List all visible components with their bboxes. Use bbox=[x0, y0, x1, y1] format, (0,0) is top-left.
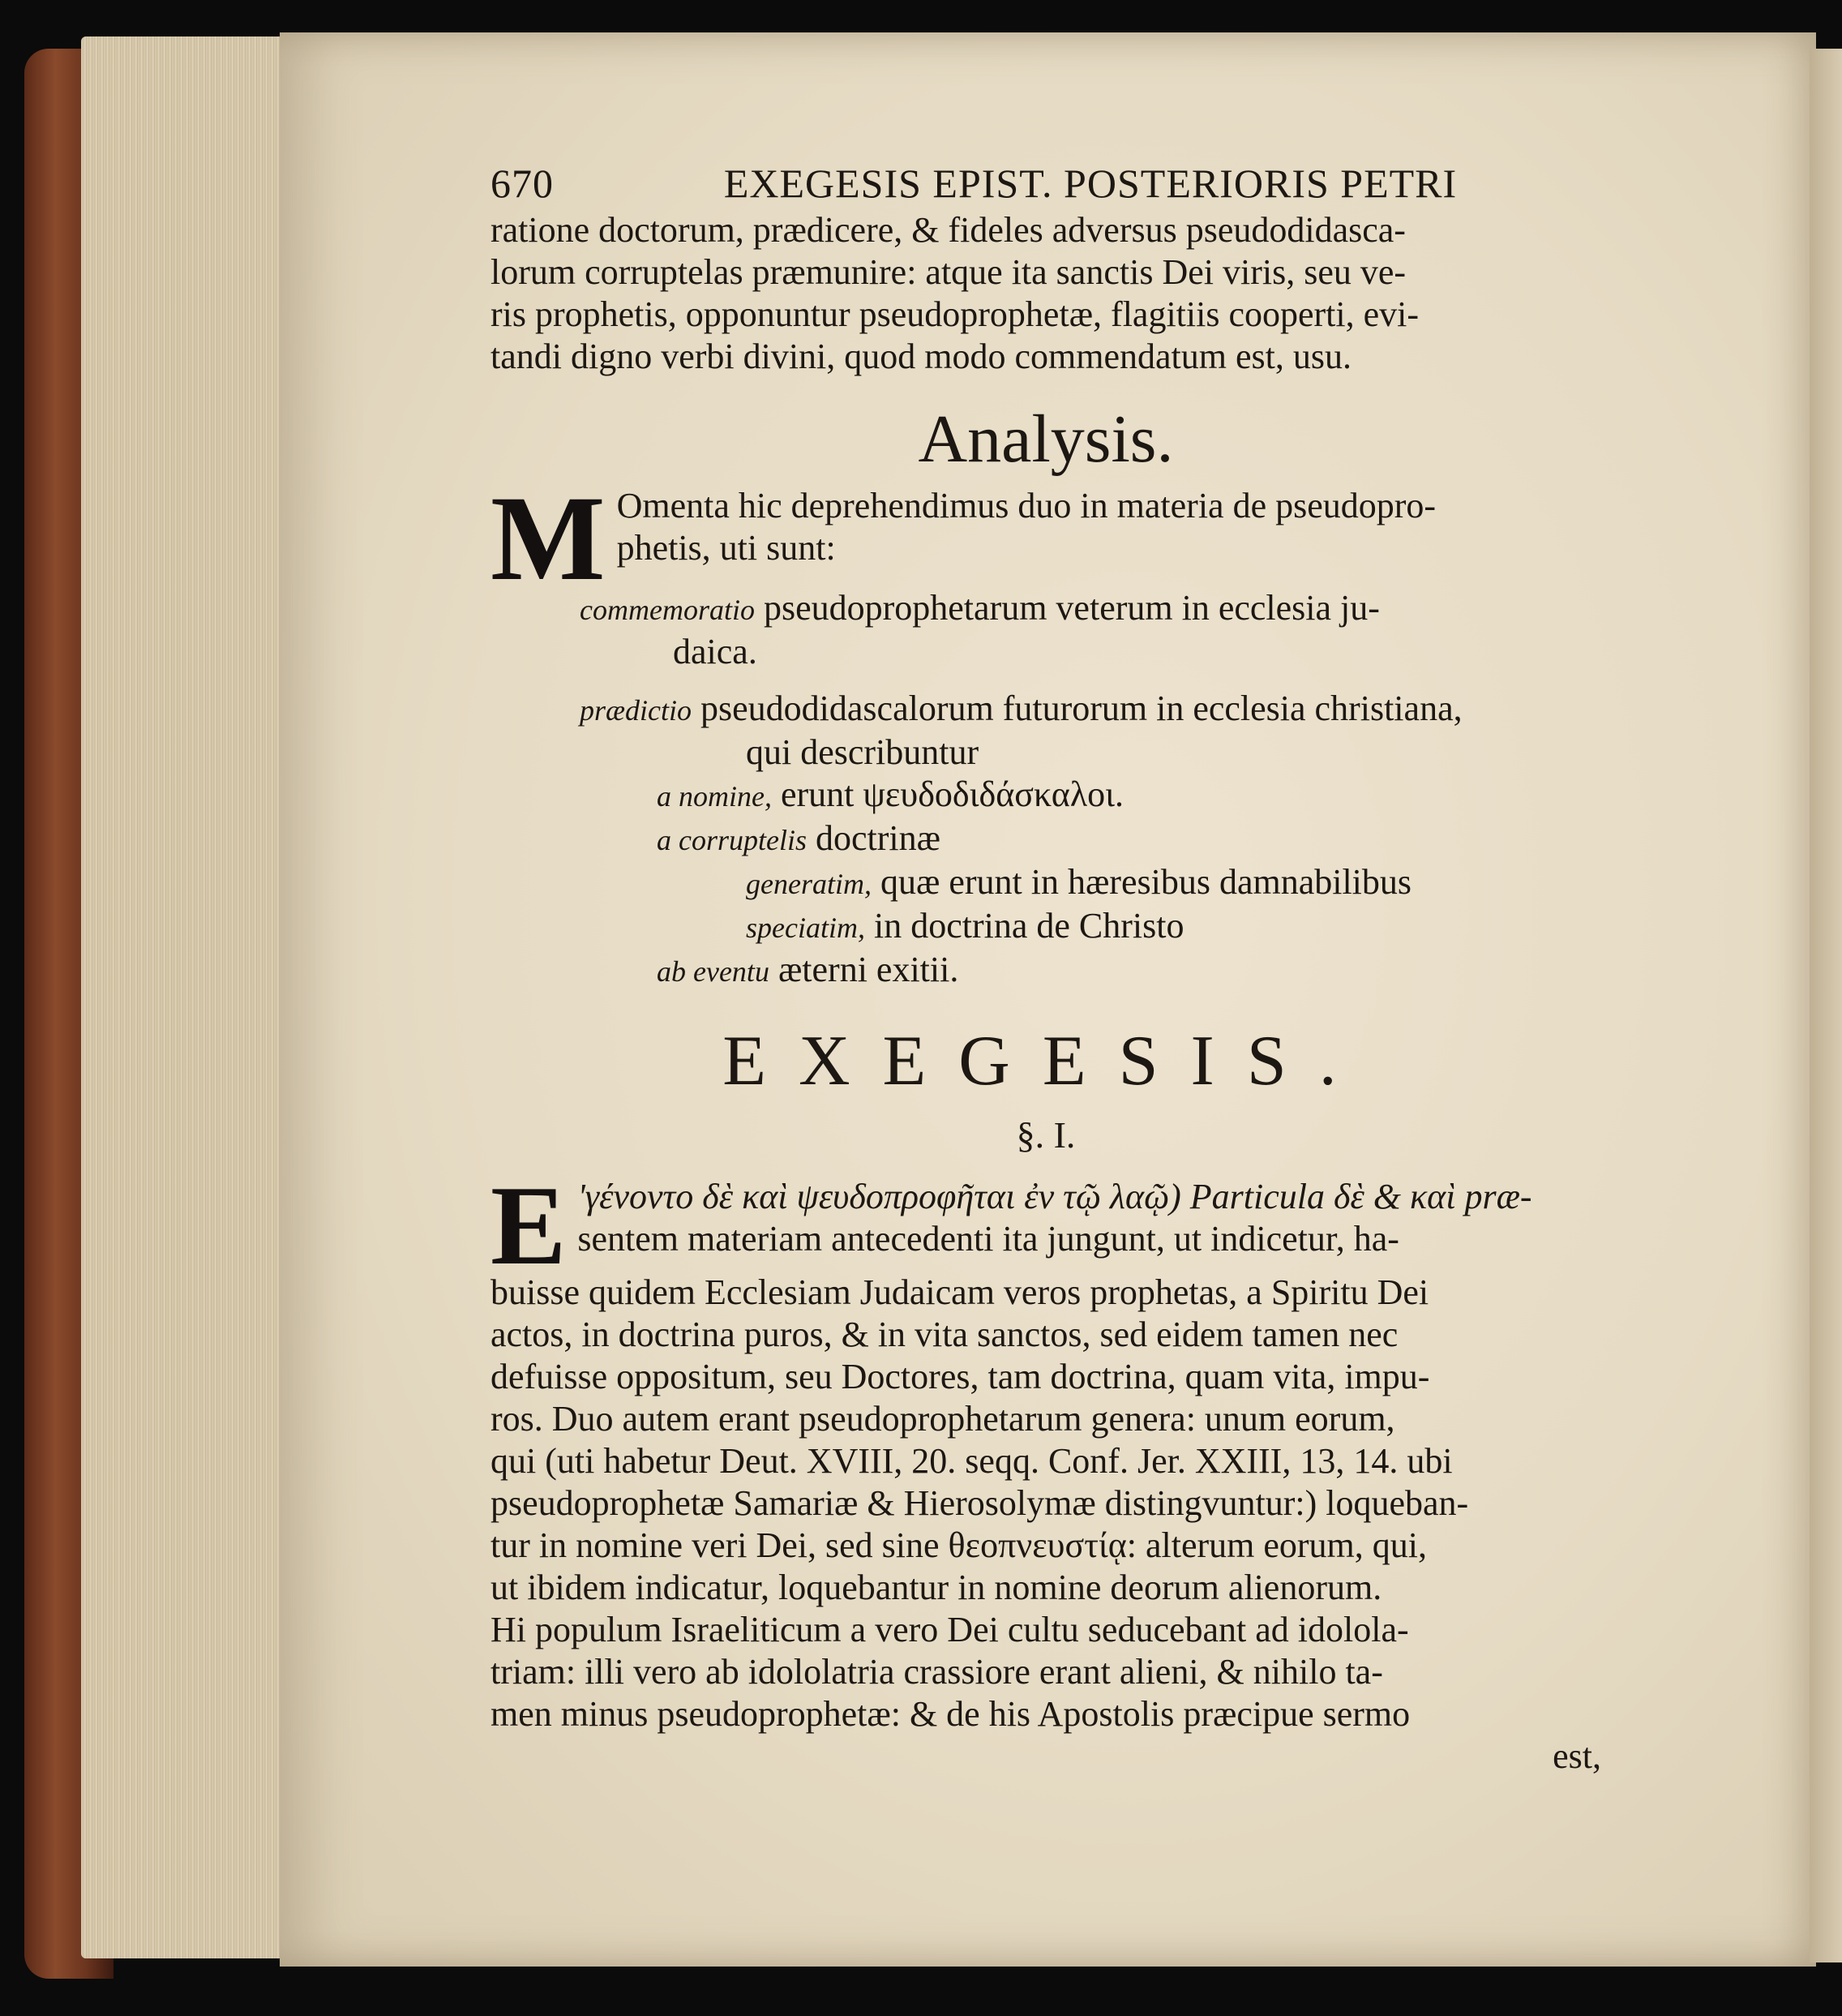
section-mark: §. I. bbox=[1016, 1114, 1076, 1156]
outline-label: commemoratio bbox=[580, 594, 755, 626]
text-line: sentem materiam antecedenti ita jungunt, ut indicetur, ha- bbox=[577, 1219, 1399, 1259]
text-line: triam: illi vero ab idololatria crassiore erant alieni, & nihilo ta- bbox=[490, 1652, 1383, 1692]
outline-text: pseudodidascalorum futurorum in ecclesia christiana, bbox=[700, 688, 1463, 728]
text-line: Omenta hic deprehendimus duo in materia de pseudopro- bbox=[616, 486, 1437, 525]
outline-subsubitem bbox=[746, 905, 1601, 949]
outline-label: generatim, bbox=[746, 868, 872, 900]
running-title: EXEGESIS EPIST. POSTERIORIS PETRI bbox=[723, 161, 1458, 206]
exegesis-heading: EXEGESIS. bbox=[722, 1022, 1369, 1100]
outline-continuation: daica. bbox=[673, 632, 757, 671]
outline-subitem bbox=[657, 774, 1601, 817]
outline-text: pseudoprophetarum veterum in ecclesia ju- bbox=[763, 588, 1380, 628]
text-line: ros. Duo autem erant pseudoprophetarum genera: unum eorum, bbox=[490, 1399, 1395, 1439]
text-line: defuisse oppositum, seu Doctores, tam doctrina, quam vita, impu- bbox=[490, 1357, 1430, 1396]
drop-cap: E bbox=[490, 1163, 567, 1289]
outline-subsubitem bbox=[746, 861, 1601, 905]
analysis-outline bbox=[580, 587, 1601, 993]
outline-label: speciatim, bbox=[746, 911, 865, 944]
outline-subitem bbox=[657, 817, 1601, 861]
outline-label: a nomine, bbox=[657, 780, 772, 813]
outline-label: ab eventu bbox=[657, 955, 769, 988]
page-text bbox=[490, 162, 1601, 1778]
outline-text: quæ erunt in hæresibus damnabilibus bbox=[880, 862, 1412, 902]
catchword: est, bbox=[1553, 1736, 1601, 1776]
outline-label: prædictio bbox=[580, 694, 692, 727]
text-line: qui (uti habetur Deut. XVIII, 20. seqq. Conf. Jer. XXIII, 13, 14. ubi bbox=[490, 1441, 1453, 1481]
outline-text: doctrinæ bbox=[816, 818, 940, 858]
text-line: pseudoprophetæ Samariæ & Hierosolymæ distingvuntur:) loqueban- bbox=[490, 1483, 1469, 1523]
text-line: ut ibidem indicatur, loquebantur in nomine deorum alienorum. bbox=[490, 1568, 1382, 1607]
page-edges bbox=[81, 36, 292, 1958]
text-line: tandi digno verbi divini, quod modo commendatum est, usu. bbox=[490, 337, 1352, 376]
analysis-heading: Analysis. bbox=[918, 401, 1174, 477]
text-line: ratione doctorum, prædicere, & fideles adversus pseudodidasca- bbox=[490, 210, 1406, 250]
page-header bbox=[490, 162, 1601, 204]
analysis-paragraph bbox=[490, 471, 1601, 606]
text-line: lorum corruptelas præmunire: atque ita sanctis Dei viris, seu ve- bbox=[490, 252, 1407, 292]
text-line: 'γένοντο δὲ καὶ ψευδοπροφῆται ἐν τῷ λαῷ) Particula δὲ & καὶ præ- bbox=[577, 1177, 1532, 1216]
outline-subitem bbox=[657, 949, 1601, 993]
outline-continuation: qui describuntur bbox=[746, 732, 979, 772]
drop-cap: M bbox=[490, 471, 606, 606]
outline-label: a corruptelis bbox=[657, 824, 807, 856]
text-line: Hi populum Israeliticum a vero Dei cultu seducebant ad idolola- bbox=[490, 1610, 1409, 1649]
outline-text: æterni exitii. bbox=[777, 950, 959, 989]
text-line: phetis, uti sunt: bbox=[616, 528, 836, 568]
text-line: actos, in doctrina puros, & in vita sanctos, sed eidem tamen nec bbox=[490, 1315, 1399, 1354]
exegesis-paragraph bbox=[490, 1163, 1601, 1778]
outline-text: erunt ψευδοδιδάσκαλοι. bbox=[780, 774, 1124, 814]
text-line: tur in nomine veri Dei, sed sine θεοπνευστίᾳ: alterum eorum, qui, bbox=[490, 1525, 1427, 1565]
text-line: ris prophetis, opponuntur pseudoprophetæ, flagitiis cooperti, evi- bbox=[490, 294, 1420, 334]
facing-page-edge bbox=[1810, 49, 1842, 1962]
text-line: men minus pseudoprophetæ: & de his Apostolis præcipue sermo bbox=[490, 1694, 1411, 1734]
outline-text: in doctrina de Christo bbox=[873, 906, 1184, 946]
intro-paragraph bbox=[490, 209, 1601, 378]
text-line: buisse quidem Ecclesiam Judaicam veros prophetas, a Spiritu Dei bbox=[490, 1272, 1429, 1312]
outline-item bbox=[580, 688, 1601, 731]
page-number: 670 bbox=[490, 161, 554, 206]
outline-item bbox=[580, 587, 1601, 631]
